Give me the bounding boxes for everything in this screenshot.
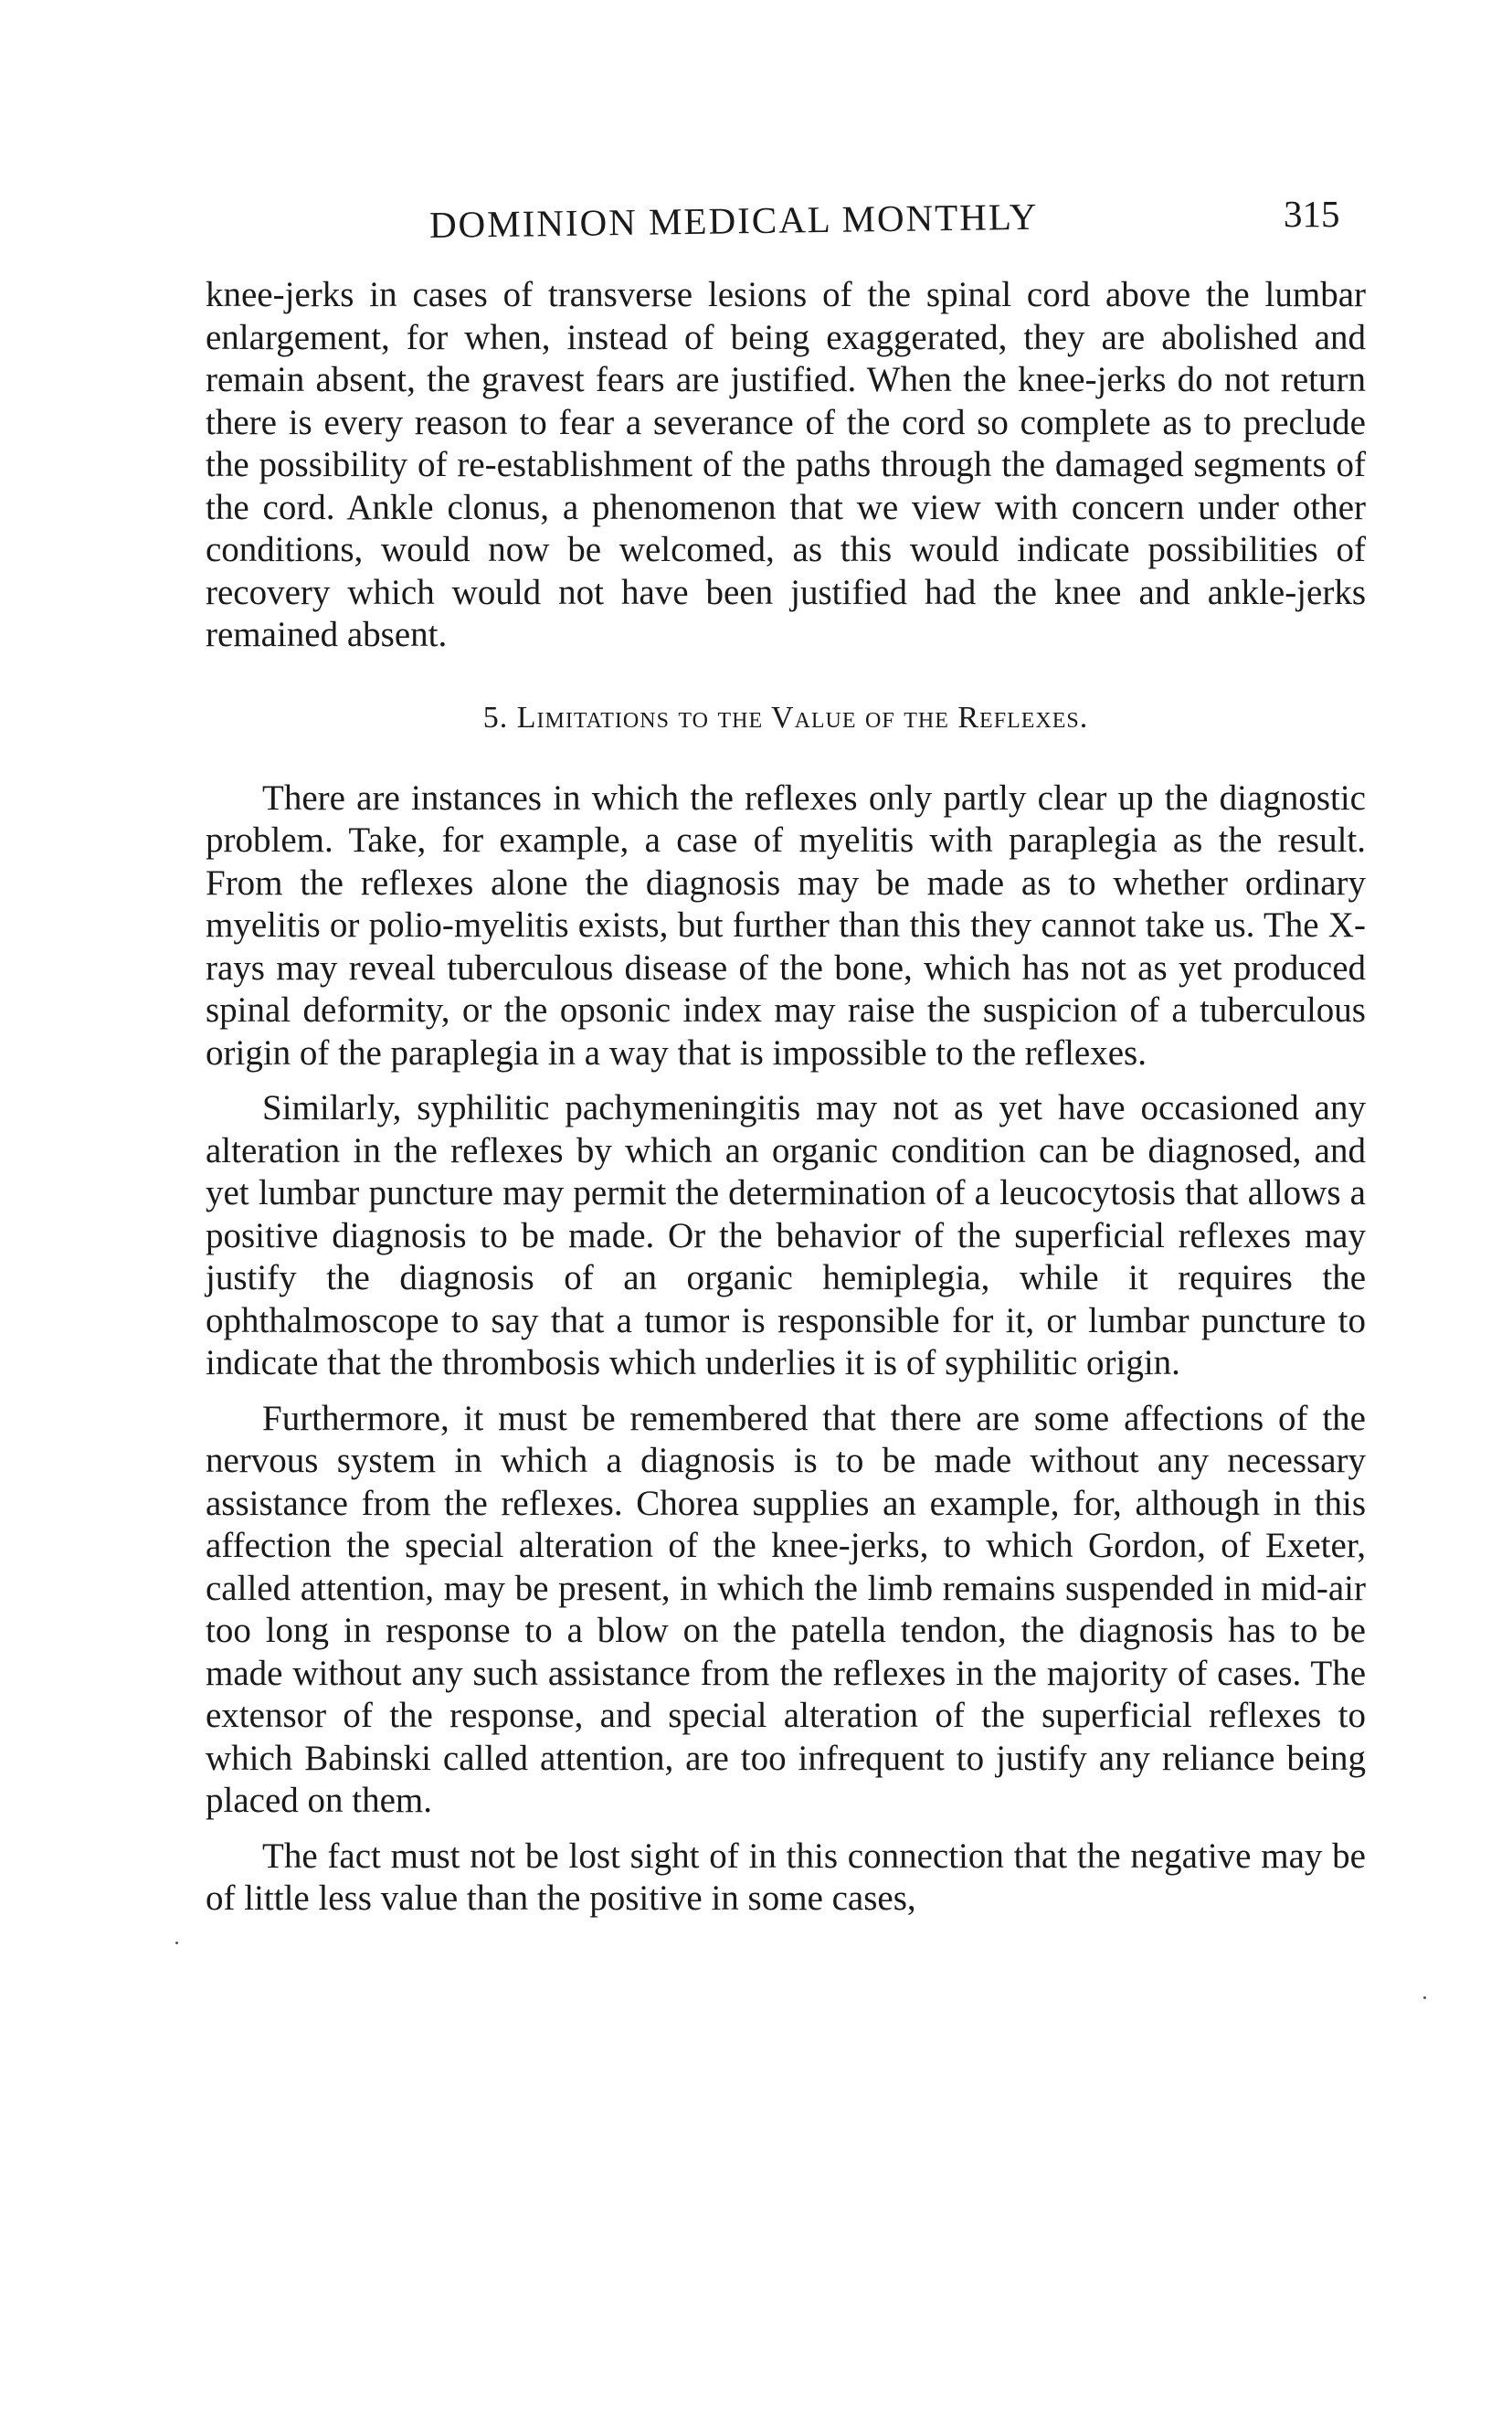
- paragraph-continued: knee-jerks in cases of transverse lesions of the spinal cord above the lumbar enlargement, for when, instead of being exaggerated, they are abolished and remain absent, the gravest fears are justified. When the knee-jerks do not return there is every reason to fear a severance of the cord so complete as to preclude the possibility of re-establishment of the paths through the damaged segments of the cord. Ankle clonus, a phenomenon that we view with concern under other conditions, would now be welcomed, as this would indicate possibilities of recovery which would not have been justified had the knee and ankle-jerks remained absent.: [206, 275, 1366, 654]
- section-heading-text: 5. Limitations to the Value of the Reflexes.: [482, 700, 1089, 735]
- paragraph: Furthermore, it must be remembered that there are some affections of the nervous system in which a diagnosis is to be made without any necessary assistance from the reflexes. Chorea supplies an example, for, although in this affection the special alteration of the knee-jerks, to which Gordon, of Exeter, called attention, may be present, in which the limb remains suspended in mid-air too long in response to a blow on the patella tendon, the diagnosis has to be made without any such assistance from the reflexes in the majority of cases. The extensor of the response, and special alteration of the superficial reflexes to which Babinski called attention, are too infrequent to justify any reliance being placed on them.: [206, 1398, 1366, 1820]
- section-heading: [206, 701, 1366, 735]
- page-number: 315: [1284, 193, 1340, 235]
- paragraph: The fact must not be lost sight of in this connection that the negative may be of little less value than the positive in some cases,: [206, 1836, 1366, 1918]
- paragraph: There are instances in which the reflexes only partly clear up the diagnostic problem. Take, for example, a case of myelitis with paraplegia as the result. From the reflexes alone the diagnosis may be made as to whether ordinary myelitis or polio-myelitis exists, but further than this they cannot take us. The X-rays may reveal tuberculous disease of the bone, which has not as yet produced spinal deformity, or the opsonic index may raise the suspicion of a tuberculous origin of the paraplegia in a way that is impossible to the reflexes.: [206, 778, 1366, 1073]
- scan-speck: [1423, 1996, 1426, 1999]
- running-header: [206, 192, 1375, 247]
- scan-speck: [175, 1942, 178, 1944]
- article-body: [206, 274, 1366, 1921]
- journal-title: DOMINION MEDICAL MONTHLY: [428, 195, 1039, 246]
- paragraph: Similarly, syphilitic pachymeningitis may not as yet have occasioned any alteration in the reflexes by which an organic condition can be diagnosed, and yet lumbar puncture may permit the determination of a leucocytosis that allows a positive diagnosis to be made. Or the behavior of the superficial reflexes may justify the diagnosis of an organic hemiplegia, while it requires the ophthalmoscope to say that a tumor is responsible for it, or lumbar puncture to indicate that the thrombosis which underlies it is of syphilitic origin.: [206, 1088, 1366, 1382]
